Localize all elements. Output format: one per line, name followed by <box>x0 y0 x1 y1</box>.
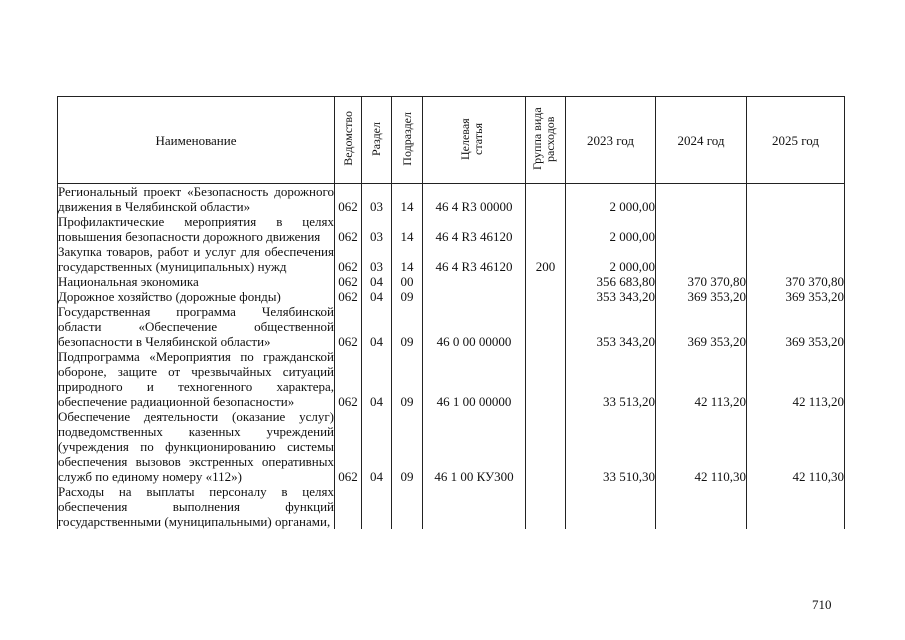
budget-table <box>57 96 845 529</box>
header-podrazdel <box>392 97 423 184</box>
row-podrazdel: 14 <box>392 184 423 215</box>
row-group <box>526 409 566 484</box>
row-razdel: 03 <box>362 184 392 215</box>
row-value-2023: 353 343,20 <box>566 289 656 304</box>
row-razdel: 04 <box>362 304 392 349</box>
header-year-2025: 2025 год <box>747 97 845 184</box>
row-name: Национальная экономика <box>58 274 335 289</box>
row-name: Подпрограмма «Мероприятия по гражданской обороне, защите от чрезвычайных ситуаций природного и техногенного характера, обеспечение радиационной безопасности» <box>58 349 334 409</box>
table-row <box>58 484 845 529</box>
row-value-2023: 33 510,30 <box>566 409 656 484</box>
row-value-2025: 42 110,30 <box>747 409 845 484</box>
row-value-2023: 353 343,20 <box>566 304 656 349</box>
row-value-2024 <box>656 184 747 215</box>
row-target: 46 1 00 КУ300 <box>423 409 526 484</box>
table-row <box>58 304 845 349</box>
row-name: Обеспечение деятельности (оказание услуг) подведомственных казенных учреждений (учреждения по функционированию системы обеспечения вызовов экстренных оперативных служб по единому номеру «112») <box>58 409 334 484</box>
row-group: 200 <box>526 244 566 274</box>
row-podrazdel <box>392 484 423 529</box>
row-target <box>423 274 526 289</box>
row-group <box>526 184 566 215</box>
row-name: Государственная программа Челябинской области «Обеспечение общественной безопасности в Челябинской области» <box>58 304 334 349</box>
row-value-2024: 370 370,80 <box>656 274 747 289</box>
row-vedomstvo: 062 <box>335 184 362 215</box>
row-vedomstvo: 062 <box>335 274 362 289</box>
row-value-2025: 369 353,20 <box>747 289 845 304</box>
row-target: 46 1 00 00000 <box>423 349 526 409</box>
row-value-2023: 2 000,00 <box>566 244 656 274</box>
table-header-row <box>58 97 845 184</box>
row-razdel: 04 <box>362 289 392 304</box>
row-podrazdel: 09 <box>392 409 423 484</box>
table-row <box>58 214 845 244</box>
row-target <box>423 484 526 529</box>
row-vedomstvo: 062 <box>335 214 362 244</box>
row-value-2024 <box>656 484 747 529</box>
row-value-2025 <box>747 214 845 244</box>
row-value-2025 <box>747 484 845 529</box>
header-year-2024: 2024 год <box>656 97 747 184</box>
row-value-2025 <box>747 184 845 215</box>
row-vedomstvo: 062 <box>335 244 362 274</box>
table-row <box>58 274 845 289</box>
row-value-2024 <box>656 244 747 274</box>
header-group <box>526 97 566 184</box>
row-value-2025 <box>747 244 845 274</box>
row-value-2024: 369 353,20 <box>656 304 747 349</box>
header-year-2023: 2023 год <box>566 97 656 184</box>
row-group <box>526 274 566 289</box>
header-target-label: Целевая статья <box>458 117 485 160</box>
header-vedomstvo-label: Ведомство <box>340 111 355 166</box>
row-target: 46 4 R3 00000 <box>423 184 526 215</box>
row-razdel: 03 <box>362 244 392 274</box>
row-vedomstvo: 062 <box>335 349 362 409</box>
row-group <box>526 349 566 409</box>
row-value-2025: 369 353,20 <box>747 304 845 349</box>
row-name: Дорожное хозяйство (дорожные фонды) <box>58 289 335 304</box>
row-podrazdel: 14 <box>392 244 423 274</box>
row-razdel: 04 <box>362 349 392 409</box>
row-target: 46 0 00 00000 <box>423 304 526 349</box>
row-value-2023: 2 000,00 <box>566 184 656 215</box>
row-podrazdel: 09 <box>392 349 423 409</box>
row-group <box>526 484 566 529</box>
row-vedomstvo: 062 <box>335 304 362 349</box>
row-vedomstvo: 062 <box>335 409 362 484</box>
header-razdel <box>362 97 392 184</box>
header-name: Наименование <box>58 97 335 184</box>
row-vedomstvo <box>335 484 362 529</box>
row-podrazdel: 00 <box>392 274 423 289</box>
header-group-label: Группа вида расходов <box>529 107 557 170</box>
row-target: 46 4 R3 46120 <box>423 214 526 244</box>
header-vedomstvo <box>335 97 362 184</box>
header-podrazdel-label: Подраздел <box>399 111 414 166</box>
row-razdel: 03 <box>362 214 392 244</box>
row-value-2025: 42 113,20 <box>747 349 845 409</box>
page-number: 710 <box>812 597 832 612</box>
row-target <box>423 289 526 304</box>
row-group <box>526 289 566 304</box>
row-value-2024: 42 113,20 <box>656 349 747 409</box>
row-razdel: 04 <box>362 274 392 289</box>
table-row <box>58 184 845 215</box>
row-value-2024: 369 353,20 <box>656 289 747 304</box>
table-row <box>58 289 845 304</box>
row-value-2023 <box>566 484 656 529</box>
header-target <box>423 97 526 184</box>
row-podrazdel: 14 <box>392 214 423 244</box>
row-group <box>526 304 566 349</box>
table-row <box>58 349 845 409</box>
row-name: Региональный проект «Безопасность дорожного движения в Челябинской области» <box>58 184 334 214</box>
table-row <box>58 409 845 484</box>
row-name: Расходы на выплаты персоналу в целях обеспечения выполнения функций государственными (муниципальными) органами, <box>58 484 334 529</box>
row-value-2025: 370 370,80 <box>747 274 845 289</box>
row-razdel: 04 <box>362 409 392 484</box>
row-name: Закупка товаров, работ и услуг для обеспечения государственных (муниципальных) нужд <box>58 244 334 274</box>
row-vedomstvo: 062 <box>335 289 362 304</box>
row-value-2023: 356 683,80 <box>566 274 656 289</box>
row-name: Профилактические мероприятия в целях повышения безопасности дорожного движения <box>58 214 334 244</box>
row-group <box>526 214 566 244</box>
row-podrazdel: 09 <box>392 304 423 349</box>
table-row <box>58 244 845 274</box>
row-value-2023: 2 000,00 <box>566 214 656 244</box>
row-value-2024: 42 110,30 <box>656 409 747 484</box>
header-razdel-label: Раздел <box>369 121 383 156</box>
row-target: 46 4 R3 46120 <box>423 244 526 274</box>
row-razdel <box>362 484 392 529</box>
row-podrazdel: 09 <box>392 289 423 304</box>
row-value-2023: 33 513,20 <box>566 349 656 409</box>
row-value-2024 <box>656 214 747 244</box>
